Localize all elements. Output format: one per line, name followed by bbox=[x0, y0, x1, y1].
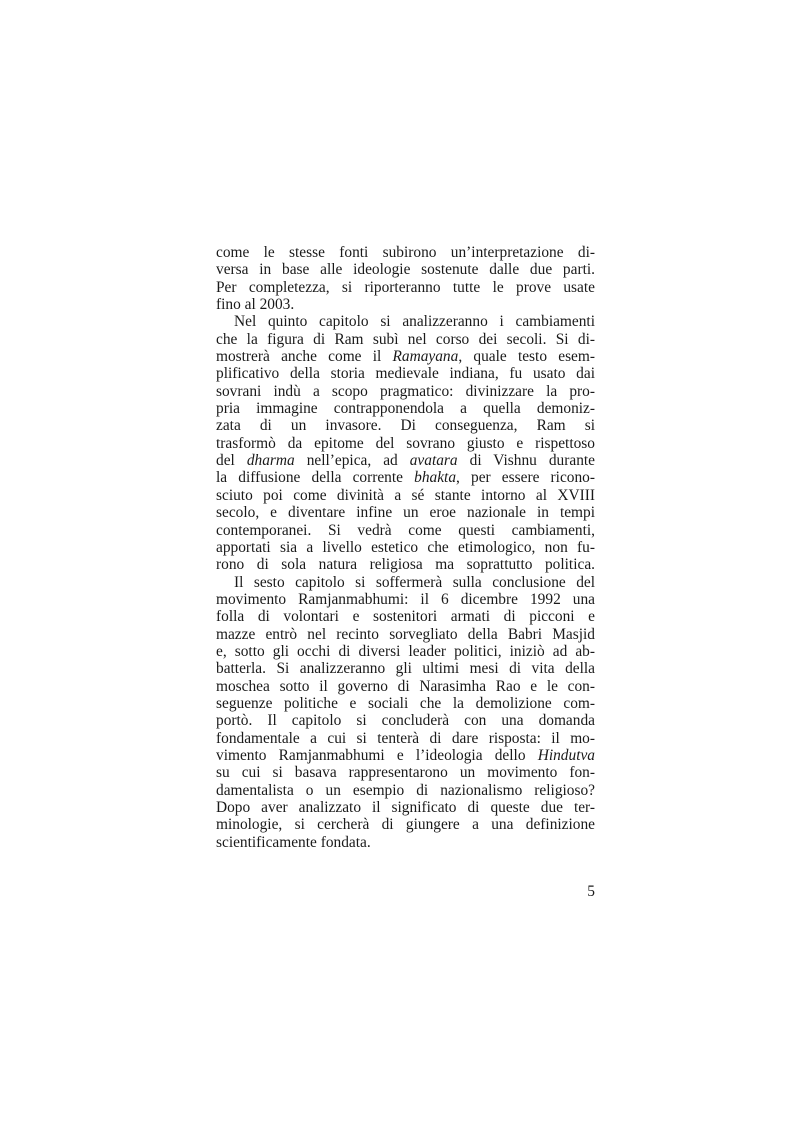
text-segment: vimento Ramjanmabhumi e l’ideologia dello bbox=[216, 746, 538, 764]
text-line: come le stesse fonti subirono un’interpretazione di- bbox=[216, 244, 595, 261]
text-segment: del bbox=[216, 452, 247, 470]
text-segment: , per essere ricono- bbox=[456, 469, 595, 487]
text-line: minologie, si cercherà di giungere a una definizione bbox=[216, 816, 595, 834]
text-line: pria immagine contrapponendola a quella demoniz- bbox=[216, 400, 595, 418]
text-line: che la figura di Ram subì nel corso dei secoli. Si di- bbox=[216, 330, 595, 348]
text-line bbox=[216, 452, 595, 469]
text-line: Il sesto capitolo si soffermerà sulla conclusione del bbox=[234, 573, 595, 591]
text-line bbox=[216, 747, 595, 764]
text-line: mazze entrò nel recinto sorvegliato della Babri Masjid bbox=[216, 625, 595, 643]
text-line: batterla. Si analizzeranno gli ultimi mesi di vita della bbox=[216, 660, 595, 678]
italic-term: avatara bbox=[409, 452, 458, 470]
italic-term: bhakta bbox=[414, 469, 457, 487]
text-segment: di Vishnu durante bbox=[457, 452, 595, 470]
text-line: plificativo della storia medievale indiana, fu usato dai bbox=[216, 365, 595, 383]
text-line: sciuto poi come divinità a sé stante intorno al XVIII bbox=[216, 486, 595, 504]
text-line bbox=[216, 469, 595, 486]
text-line: sovrani indù a scopo pragmatico: divinizzare la pro- bbox=[216, 382, 595, 400]
text-line: Nel quinto capitolo si analizzeranno i cambiamenti bbox=[234, 313, 595, 331]
italic-term: dharma bbox=[246, 452, 295, 470]
text-line: rono di sola natura religiosa ma soprattutto politica. bbox=[216, 556, 595, 574]
text-line: portò. Il capitolo si concluderà con una domanda bbox=[216, 712, 595, 730]
text-line: Dopo aver analizzato il significato di queste due ter- bbox=[216, 799, 595, 816]
text-line bbox=[216, 348, 595, 365]
text-segment: nell’epica, ad bbox=[294, 452, 410, 470]
text-line: scientificamente fondata. bbox=[216, 833, 371, 851]
text-line: e, sotto gli occhi di diversi leader politici, iniziò ad ab- bbox=[216, 642, 595, 660]
text-segment: , quale testo esem- bbox=[458, 348, 595, 366]
text-line: fino al 2003. bbox=[216, 296, 295, 314]
text-line: fondamentale a cui si tenterà di dare risposta: il mo- bbox=[216, 729, 595, 747]
text-line: secolo, e diventare infine un eroe nazionale in tempi bbox=[216, 504, 595, 522]
text-line: su cui si basava rappresentarono un movimento fon- bbox=[216, 764, 595, 782]
body-text bbox=[216, 244, 595, 851]
text-line: versa in base alle ideologie sostenute dalle due parti. bbox=[216, 261, 595, 279]
text-line: moschea sotto il governo di Narasimha Rao e le con- bbox=[216, 677, 595, 695]
text-line: movimento Ramjanmabhumi: il 6 dicembre 1992 una bbox=[216, 590, 595, 608]
text-line: trasformò da epitome del sovrano giusto e rispettoso bbox=[216, 434, 595, 452]
page-number: 5 bbox=[587, 883, 595, 900]
text-line: seguenze politiche e sociali che la demolizione com- bbox=[216, 694, 595, 712]
text-line: apportati sia a livello estetico che etimologico, non fu- bbox=[216, 538, 595, 556]
text-segment: la diffusione della corrente bbox=[216, 469, 415, 487]
text-line: zata di un invasore. Di conseguenza, Ram si bbox=[216, 417, 595, 435]
text-line: Per completezza, si riporteranno tutte le prove usate bbox=[216, 278, 595, 296]
text-segment: mostrerà anche come il bbox=[216, 348, 393, 366]
italic-term: Hindutva bbox=[537, 746, 595, 764]
text-line: damentalista o un esempio di nazionalismo religioso? bbox=[216, 781, 595, 799]
italic-term: Ramayana bbox=[392, 348, 459, 366]
text-line: folla di volontari e sostenitori armati di picconi e bbox=[216, 608, 595, 626]
text-line: contemporanei. Si vedrà come questi cambiamenti, bbox=[216, 521, 595, 539]
